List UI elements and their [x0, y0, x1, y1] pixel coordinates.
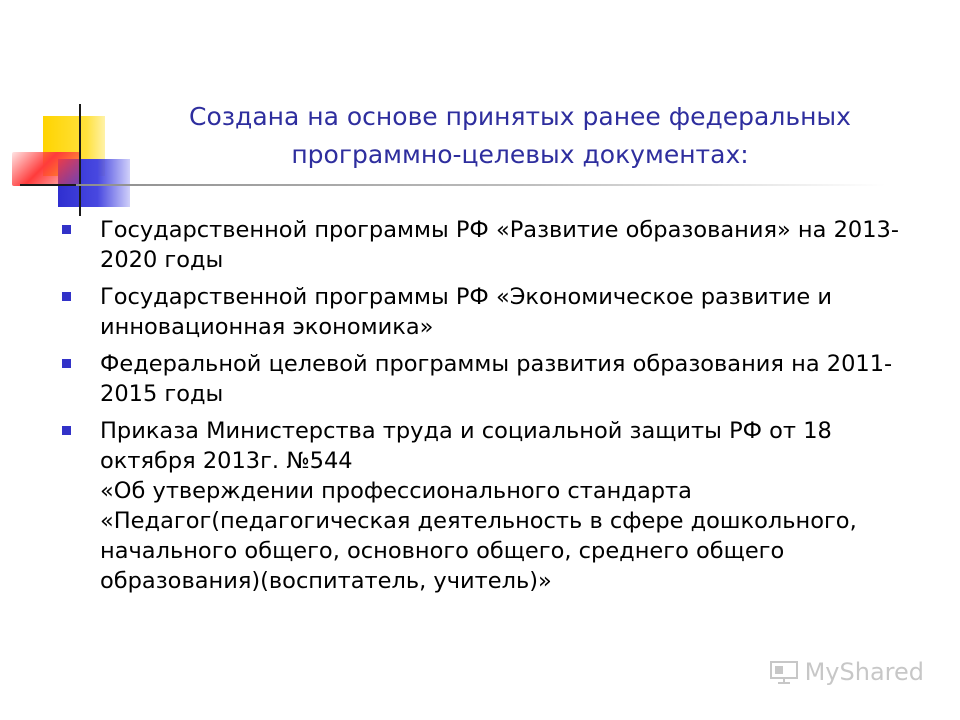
projector-screen-icon: [769, 660, 799, 684]
bullet-item: [62, 215, 932, 275]
title-divider: [76, 184, 886, 186]
bullet-item: [62, 416, 932, 596]
square-bullet-icon: [62, 359, 71, 368]
watermark-text: MyShared: [804, 658, 924, 686]
vertical-line: [79, 104, 81, 216]
bullet-item: [62, 282, 932, 342]
slide-title: Создана на основе принятых ранее федеральных программно-целевых документах:: [189, 102, 851, 169]
bullet-text: Государственной программы РФ «Развитие образования» на 2013-2020 годы: [100, 217, 899, 273]
square-bullet-icon: [62, 426, 71, 435]
watermark: [769, 658, 924, 686]
red-bar-shape: [12, 152, 80, 186]
bullet-list: [62, 215, 932, 603]
square-bullet-icon: [62, 225, 71, 234]
decorative-corner-graphic: [0, 0, 140, 230]
bullet-text: Государственной программы РФ «Экономическое развитие и инновационная экономика»: [100, 284, 832, 340]
bullet-text: Федеральной целевой программы развития образования на 2011-2015 годы: [100, 351, 893, 407]
bullet-item: [62, 349, 932, 409]
square-bullet-icon: [62, 292, 71, 301]
bullet-text: Приказа Министерства труда и социальной защиты РФ от 18 октября 2013г. №544 «Об утверждении профессионального стандарта «Педагог(педагогическая деятельность в сфере дошкольного, начального общего, основного общего, среднего общего образования)(воспитатель, учитель)»: [100, 418, 857, 594]
